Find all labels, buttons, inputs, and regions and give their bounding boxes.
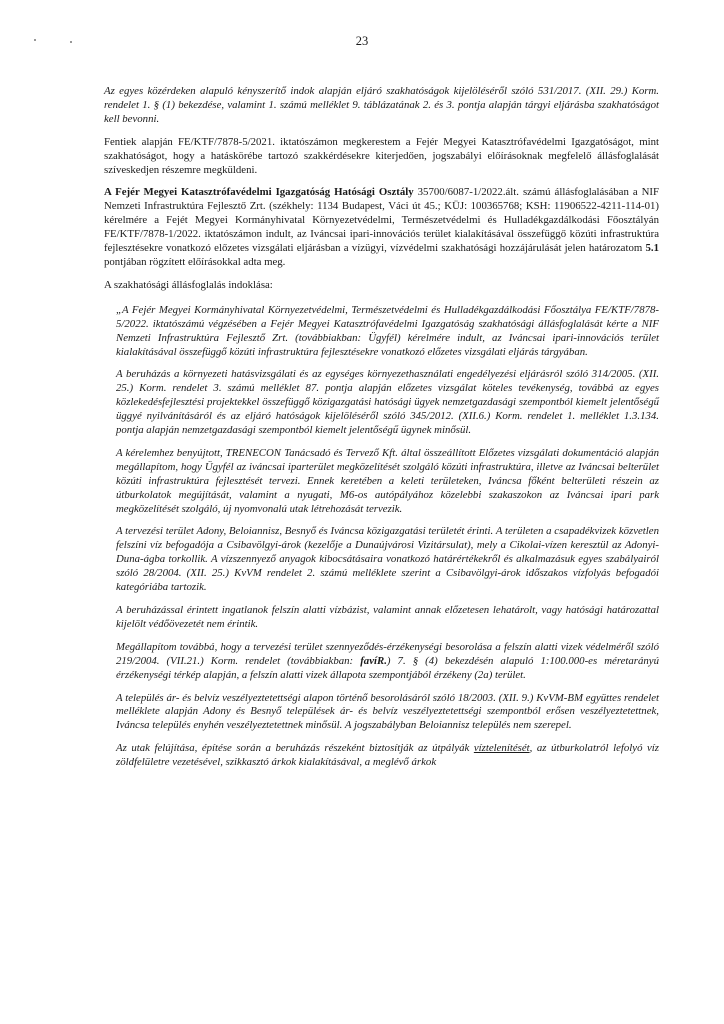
quote-paragraph: A beruházás a környezeti hatásvizsgálati és az egységes környezethasználati engedélyezési eljárásról szóló 314/2005. (XII. 25.) Korm. rendelet 3. számú melléklet 87. pontja alapján előzetes vizsgálat köteles tevékenység, továbbá az egyes közlekedésfejlesztési projektekkel összefüggő közigazgatási hatósági ügyek nemzetgazdasági szempontból kiemelt jelentőségű üggyé nyilvánításáról és az eljáró hatóságok kijelöléséről szóló 345/2012. (XII.6.) Korm. rendelet 1. melléklet 1.3.134. pontja alapján nemzetgazdasági szempontból kiemelt jelentőségű ügynek minősül. xyxy=(116,368,659,437)
paragraph-text: , az útburkolatról lefolyó víz zöldfelületre vezetésével, szikkasztó árkok kialakításával, a meglévő árkok xyxy=(116,742,659,769)
paragraph-authority-decision xyxy=(104,186,659,269)
paragraph-text: ) 7. § (4) bekezdésén alapuló 1:100.000-es méretarányú érzékenységi térkép alapján, a felszín alatti vizek állapota szempontjából érzékeny (2a) terület. xyxy=(116,654,659,681)
paragraph-text: Az egyes közérdeken alapuló kényszerítő indok alapján eljáró szakhatóságok kijelöléséről szóló 531/2017. (XII. 29.) Korm. rendelet 1. § (1) bekezdése, valamint 1. számú melléklet 9. táblázatának 2. és 3. pontja alapján tárgyi eljárásba szakhatóságot kell bevonni. xyxy=(104,85,659,125)
quote-paragraph: „A Fejér Megyei Kormányhivatal Környezetvédelmi, Természetvédelmi és Hulladékgazdálkodási Főosztálya FE/KTF/7878-5/2022. iktatószámú végzésében a Fejér Megyei Katasztrófavédelmi Igazgatóság szakhatósági állásfoglalását kérte a NIF Nemzeti Infrastruktúra Fejlesztő Zrt. (továbbiakban: Ügyfél) kérelmére indult, az Iváncsai ipari-innovációs terület kialakításával összefüggő közúti infrastruktúra fejlesztésekre vonatkozó előzetes vizsgálati eljárás tárgyában. xyxy=(116,303,659,358)
page-number: 23 xyxy=(355,34,369,48)
quote-paragraph xyxy=(116,641,659,683)
authority-name: A Fejér Megyei Katasztrófavédelmi Igazgatóság Hatósági Osztály xyxy=(104,186,414,199)
quote-paragraph: A kérelemhez benyújtott, TRENECON Tanácsadó és Tervező Kft. által összeállított Előzetes vizsgálati dokumentáció alapján megállapítom, hogy Ügyfél az iváncsai iparterület megközelítését szolgáló közúti infrastruktúra, illetve az Iváncsai belterület közúti infrastruktúra fejlesztését tervezi. Ennek keretében a keleti területeken, Iváncsa főként belterületi részein az útburkolatok megújítását, valamint a nyugati, M6-os autópályához közelebbi szakaszokon az Iváncsai ipari park megközelítését szolgáló, új nyomvonalú utak létrehozását tervezik. xyxy=(116,446,659,515)
quote-paragraph: A település ár- és belvíz veszélyeztetettségi alapon történő besorolásáról szóló 18/2003. (XII. 9.) KvVM-BM együttes rendelet melléklete alapján Adony és Besnyő települések ár- és belvíz veszélyeztetettségi szempontból erősen veszélyeztetettnek, Iváncsa település enyhén veszélyeztetettnek minősül. A jogszabályban Beloiannisz település nem szerepel. xyxy=(116,691,659,732)
justification-heading: A szakhatósági állásfoglalás indoklása: xyxy=(104,278,273,291)
justification-quote xyxy=(116,304,659,770)
paragraph-text: Fentiek alapján FE/KTF/7878-5/2021. iktatószámon megkerestem a Fejér Megyei Katasztrófavédelmi Igazgatóságot, mint szakhatóságot, hogy a hatáskörébe tartozó szakkérdésekre kiterjedően, jogszabályi előírásoknak megfelelő állásfoglalását szíveskedjen részemre megküldeni. xyxy=(104,135,659,176)
paragraph-text: 35700/6087-1/2022.ált. számú állásfoglalásában a NIF Nemzeti Infrastruktúra Fejlesztő Zrt. (székhely: 1134 Budapest, Váci út 45.; KÜJ: 100365768; KSH: 11906522-4211-114-01) kérelmére a Fejét Megyei Kormányhivatal Környezetvédelmi, Természetvédelmi és Hulladékgazdálkodási Főosztályán FE/KTF/7878-1/2022. iktatószámon indult, az Iváncsai ipari-innovációs terület kialakításával összefüggő közúti infrastruktúra fejlesztésekre vonatkozó előzetes vizsgálati eljárásban a vízügyi, vízvédelmi szakhatósági hozzájárulását jelen határozatom xyxy=(104,186,659,255)
section-reference: 5.1 xyxy=(645,242,659,255)
underlined-term: víztelenítését xyxy=(473,742,530,755)
quote-paragraph: A beruházással érintett ingatlanok felszín alatti vízbázist, valamint annak előzetesen lehatárolt, vagy hatósági határozattal kijelölt védőövezetét nem érintik. xyxy=(116,604,659,630)
paragraph-text: pontjában rögzített előírásokkal adta meg. xyxy=(104,255,286,268)
paragraph-text: Megállapítom továbbá, hogy a tervezési terület szennyeződés-érzékenységi besorolása a felszín alatti vizek védelméről szóló 219/2004. (VII.21.) Korm. rendelet (továbbiakban: xyxy=(116,640,659,667)
paragraph-legal-basis xyxy=(104,85,659,127)
paragraph-text: Az utak felújítása, építése során a beruházás részeként biztosítják az útpályák xyxy=(116,742,474,755)
paragraph-request xyxy=(104,136,659,178)
abbreviation: favíR. xyxy=(360,654,387,667)
document-body xyxy=(104,85,659,779)
quote-paragraph: A tervezési terület Adony, Beloiannisz, Besnyő és Iváncsa közigazgatási területét érinti. A területen a csapadékvizek közvetlen felszíni víz befogadója a Csibavölgyi-árok (kezelője a Dunaújvárosi Vizitársulat), mely a Cikolai-vízen keresztül az Adonyi-Duna-ágba torkollik. A vízszennyező anyagok kibocsátásaira vonatkozó határértékekről és alkalmazásuk egyes szabályairól szóló 28/2004. (XII. 25.) KvVM rendelet 2. számú melléklete szerint a Csibavölgyi-árok időszakos vízfolyás befogadói kategóriába tartozik. xyxy=(116,525,659,594)
quote-paragraph xyxy=(116,742,659,770)
